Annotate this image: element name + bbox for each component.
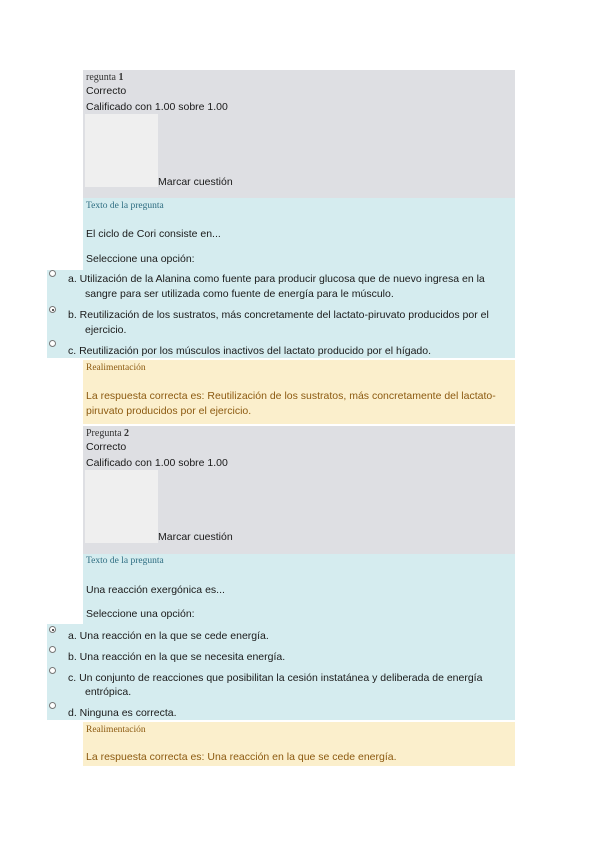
option-a-line2: sangre para ser utilizada como fuente de energía para le músculo.	[85, 288, 394, 300]
question-label-prefix: regunta	[86, 72, 116, 83]
flag-question-link[interactable]: Marcar cuestión	[158, 531, 233, 543]
question-1-info	[83, 70, 515, 198]
question-1-feedback	[83, 360, 515, 424]
question-text-heading: Texto de la pregunta	[86, 556, 164, 566]
option-d-line1[interactable]: d. Ninguna es correcta.	[68, 707, 177, 719]
option-b-line1[interactable]: b. Reutilización de los sustratos, más concretamente del lactato-piruvato producidos por el	[68, 309, 489, 321]
option-a-line1[interactable]: a. Una reacción en la que se cede energía.	[68, 630, 269, 642]
radio-option-d[interactable]	[49, 702, 56, 709]
question-1-content	[83, 198, 515, 270]
feedback-line1: La respuesta correcta es: Una reacción en la que se cede energía.	[86, 751, 397, 763]
question-number-label	[86, 72, 124, 83]
answer-prompt: Seleccione una opción:	[86, 253, 195, 265]
radio-option-b[interactable]	[49, 646, 56, 653]
feedback-title: Realimentación	[86, 363, 146, 373]
question-text-heading: Texto de la pregunta	[86, 201, 164, 211]
question-label-prefix: Pregunta	[86, 428, 122, 439]
flag-icon-area[interactable]	[85, 114, 158, 187]
feedback-line1: La respuesta correcta es: Reutilización de los sustratos, más concretamente del lactato-	[86, 390, 496, 402]
question-status: Correcto	[86, 441, 127, 453]
radio-option-c[interactable]	[49, 340, 56, 347]
option-c-line2: entrópica.	[85, 686, 132, 698]
question-status: Correcto	[86, 85, 127, 97]
feedback-line2: piruvato producidos por el ejercicio.	[86, 405, 252, 417]
option-a-line1[interactable]: a. Utilización de la Alanina como fuente para producir glucosa que de nuevo ingresa en la	[68, 273, 485, 285]
radio-option-a[interactable]	[49, 626, 56, 633]
option-c-line1[interactable]: c. Un conjunto de reacciones que posibilitan la cesión instatánea y deliberada de energía	[68, 672, 483, 684]
option-c-line1[interactable]: c. Reutilización por los músculos inactivos del lactato producido por el hígado.	[68, 345, 432, 357]
question-2-info	[83, 426, 515, 554]
flag-icon-area[interactable]	[85, 470, 158, 543]
question-text: El ciclo de Cori consiste en...	[86, 228, 221, 240]
option-b-line1[interactable]: b. Una reacción en la que se necesita energía.	[68, 651, 286, 663]
question-1-answers	[47, 270, 515, 358]
question-number: 1	[118, 72, 124, 83]
question-2-content	[83, 554, 515, 624]
answer-prompt: Seleccione una opción:	[86, 608, 195, 620]
flag-question-link[interactable]: Marcar cuestión	[158, 176, 233, 188]
question-number: 2	[124, 428, 130, 439]
question-number-label	[86, 428, 129, 439]
radio-option-c[interactable]	[49, 667, 56, 674]
radio-option-b[interactable]	[49, 306, 56, 313]
radio-option-a[interactable]	[49, 270, 56, 277]
question-grade: Calificado con 1.00 sobre 1.00	[86, 101, 228, 113]
question-text: Una reacción exergónica es...	[86, 584, 225, 596]
feedback-title: Realimentación	[86, 725, 146, 735]
option-b-line2: ejercicio.	[85, 324, 127, 336]
question-grade: Calificado con 1.00 sobre 1.00	[86, 457, 228, 469]
question-2-answers	[47, 624, 515, 720]
question-2-feedback	[83, 722, 515, 766]
